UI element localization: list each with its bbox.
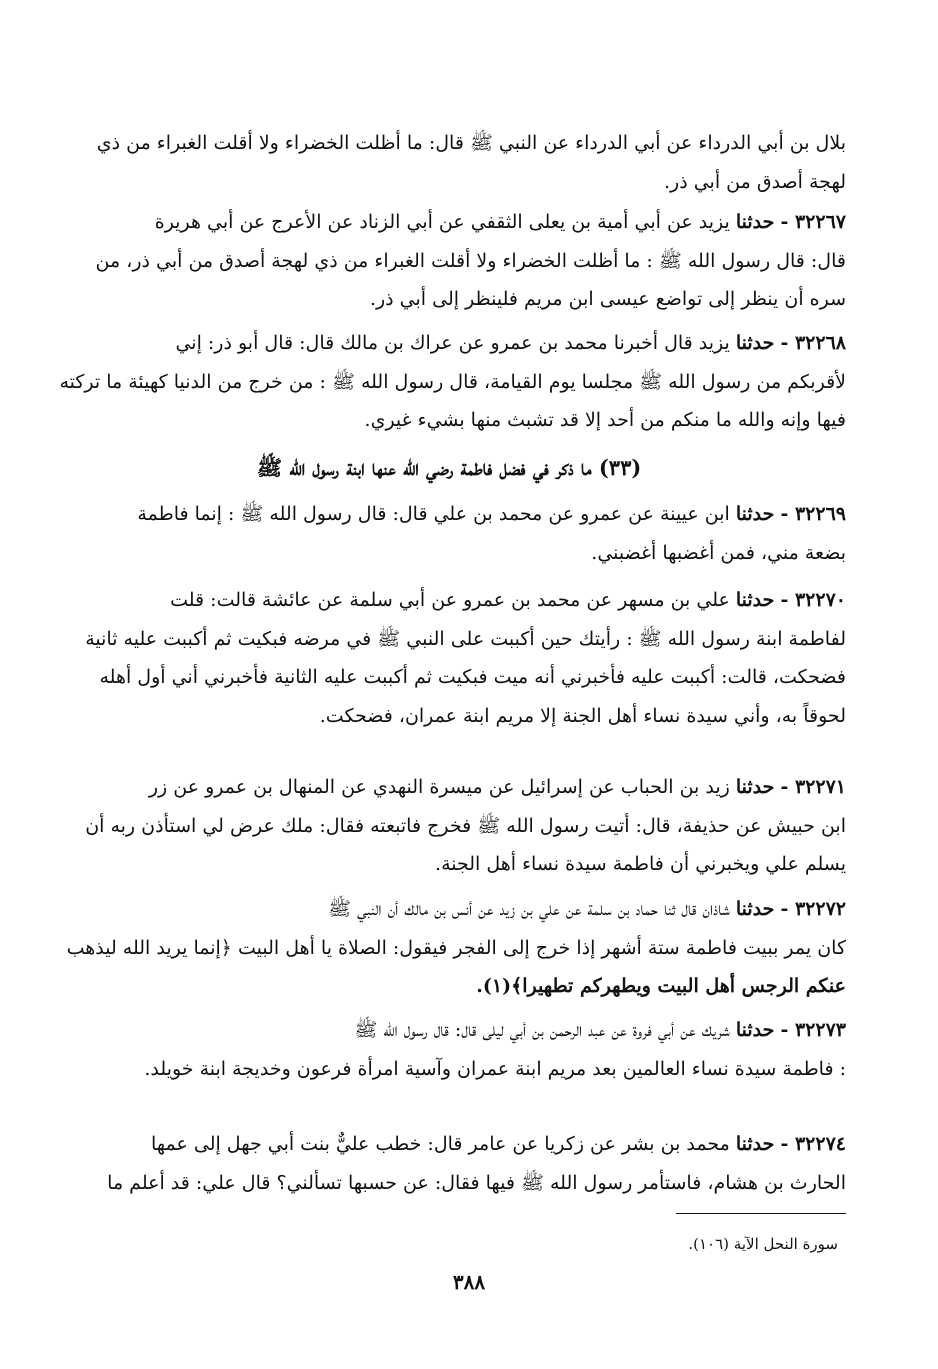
text-line: ابن عيينة عن عمرو عن محمد بن علي قال: قال رسول الله ﷺ : إنما فاطمة (137, 503, 730, 525)
hadith-32267 (52, 203, 846, 319)
text-line: فيها وإنه والله ما منكم من أحد إلا قد تشبث منها بشيء غيري. (364, 409, 846, 431)
hadith-number: ٣٢٢٦٧ - (780, 211, 846, 233)
text-line: الحارث بن هشام، فاستأمر رسول الله ﷺ فيها فقال: عن حسبها تسألني؟ قال علي: قد أعلم ما (107, 1171, 846, 1194)
text-line: لأقربكم من رسول الله ﷺ مجلسا يوم القيامة، قال رسول الله ﷺ : من خرج من الدنيا كهيئة ما تركته (59, 370, 846, 393)
hadith-number: ٣٢٢٧٢ - (780, 898, 846, 920)
hadith-32269 (52, 495, 846, 572)
hadith-number: ٣٢٢٦٨ - (780, 332, 846, 354)
footnote: سورة النحل الآية (١٠٦). (688, 1235, 838, 1253)
hadith-number: ٣٢٢٧٠ - (780, 589, 846, 611)
hadith-32273 (52, 1011, 846, 1088)
hadith-32274 (52, 1125, 846, 1202)
text-line: محمد بن بشر عن زكريا عن عامر قال: خطب عليٌّ بنت أبي جهل إلى عمها (150, 1133, 730, 1155)
text-line: زيد بن الحباب عن إسرائيل عن ميسرة النهدي عن المنهال بن عمرو عن زر (148, 776, 730, 798)
hadith-32268 (52, 324, 846, 440)
text-line: لحوقاً به، وأني سيدة نساء أهل الجنة إلا مريم ابنة عمران، فضحكت. (319, 704, 846, 727)
hadith-lead: حدثنا (735, 1133, 775, 1155)
text-line: سره أن ينظر إلى تواضع عيسى ابن مريم فلينظر إلى أبي ذر. (369, 288, 846, 310)
hadith-number: ٣٢٢٧٤ - (780, 1133, 846, 1155)
hadith-32270 (52, 581, 846, 735)
text-line: يزيد قال أخبرنا محمد بن عمرو عن عراك بن مالك قال: قال أبو ذر: إني (175, 332, 730, 354)
section-heading: (٣٣) ما ذكر في فضل فاطمة رضي الله عنها ابنة رسول الله ﷺ (256, 455, 642, 480)
hadith-lead: حدثنا (735, 776, 775, 798)
text-line: يسلم علي ويخبرني أن فاطمة سيدة نساء أهل الجنة. (435, 853, 846, 875)
text-line: علي بن مسهر عن محمد بن عمرو عن أبي سلمة عن عائشة قالت: قلت (170, 589, 730, 611)
text-line: : فاطمة سيدة نساء العالمين بعد مريم ابنة عمران وآسية امرأة فرعون وخديجة ابنة خويلد. (144, 1057, 846, 1080)
hadith-32272 (52, 890, 846, 1006)
text-line: يزيد عن أبي أمية بن يعلى الثقفي عن أبي الزناد عن الأعرج عن أبي هريرة (154, 211, 730, 233)
hadith-number: ٣٢٢٦٩ - (780, 503, 846, 525)
hadith-number: ٣٢٢٧١ - (780, 776, 846, 798)
text-line: فضحكت، قالت: أكببت عليه فأخبرني أنه ميت فبكيت ثم أكببت عليه الثانية فأخبرني أني أول أهله (99, 666, 846, 688)
text-line: كان يمر ببيت فاطمة ستة أشهر إذا خرج إلى الفجر فيقول: الصلاة يا أهل البيت ﴿إنما يريد الله ليذهب (66, 936, 846, 959)
text-line: شريك عن أبي فروة عن عبد الرحمن بن أبي ليلى قال: قال رسول الله ﷺ (354, 1019, 730, 1041)
text-line: بلال بن أبي الدرداء عن أبي الدرداء عن النبي ﷺ قال: ما أظلت الخضراء ولا أقلت الغبراء من ذي (96, 132, 846, 154)
text-line: ابن حبيش عن حذيفة، قال: أتيت رسول الله ﷺ فخرج فاتبعته فقال: ملك عرض لي استأذن ربه أن (85, 814, 846, 837)
text-line: لفاطمة ابنة رسول الله ﷺ : رأيتك حين أكببت على النبي ﷺ في مرضه فبكيت ثم أكببت عليه ثانية (85, 627, 846, 650)
hadith-number: ٣٢٢٧٣ - (780, 1019, 846, 1041)
hadith-lead: حدثنا (735, 1019, 775, 1041)
footnote-divider (676, 1213, 846, 1214)
text-line: بضعة مني، فمن أغضبها أغضبني. (591, 541, 846, 564)
intro-paragraph (52, 124, 846, 201)
text-line: لهجة أصدق من أبي ذر. (663, 170, 846, 193)
page-number: ٣٨٨ (452, 1270, 486, 1294)
hadith-lead: حدثنا (735, 898, 775, 920)
text-line: قال: قال رسول الله ﷺ : ما أظلت الخضراء ولا أقلت الغبراء من ذي لهجة أصدق من أبي ذر، من (95, 249, 846, 272)
text-line: شاذان قال ثنا حماد بن سلمة عن علي بن زيد عن أنس بن مالك أن النبي ﷺ (328, 898, 730, 920)
hadith-lead: حدثنا (735, 211, 775, 233)
hadith-lead: حدثنا (735, 332, 775, 354)
hadith-lead: حدثنا (735, 589, 775, 611)
text-line: عنكم الرجس أهل البيت ويطهركم تطهيرا﴾(١). (476, 975, 846, 997)
hadith-32271 (52, 768, 846, 884)
hadith-lead: حدثنا (735, 503, 775, 525)
